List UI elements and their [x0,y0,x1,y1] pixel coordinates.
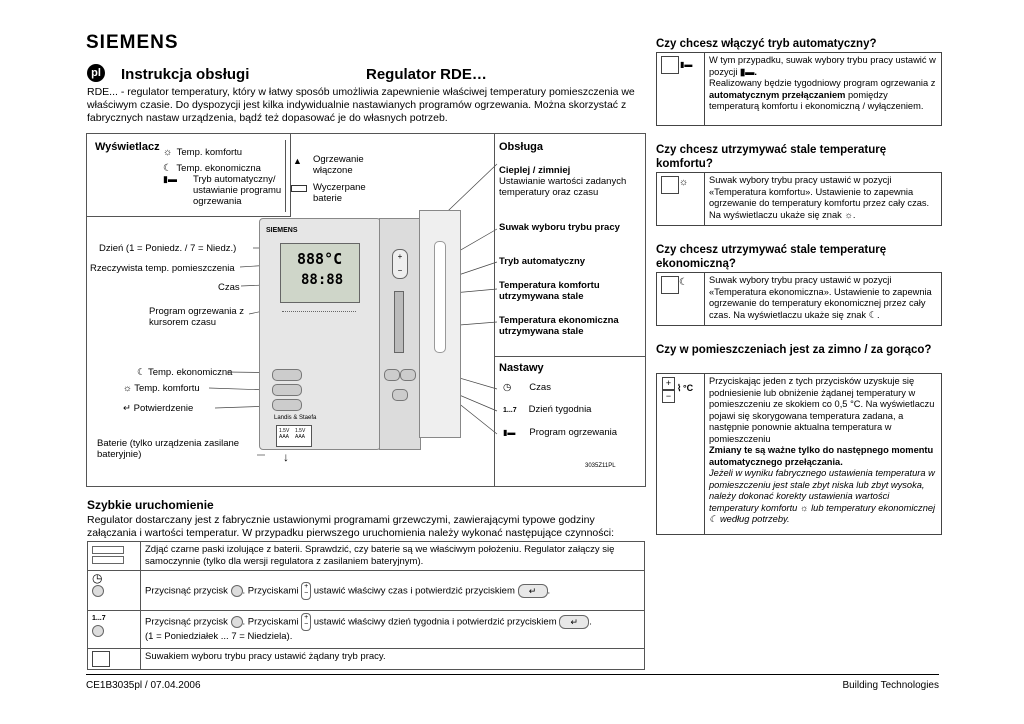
device-logo-text: Landis & Staefa [274,415,317,421]
plus-minus-icon: + − ⌇ °C [657,374,705,534]
device-brand: SIEMENS [266,227,298,234]
sun-icon: ☼. [844,209,856,220]
step-row [88,611,645,649]
enter-icon: ↵ [518,584,548,598]
answer-too-cold-hot: Przyciskając jeden z tych przycisków uzyskuje się podniesienie lub obniżenie żądanej temperatury w pomieszczeniu ze skokiem co 0,5 °C. Na wyświetlaczu pojawi się skorygowana temperatura zadana, a następnie ponownie aktualna temperatura w pomieszczeniu Zmiany te są ważne tylko do następnego momentu automatycznego przełączania. Jeżeli w wyniku fabrycznego ustawienia temperatura w pomieszczeniu jest stale zbyt niska lub zbyt wysoka, należy dokonać korekty ustawienia wartości temperatury komfortu ☼ lub temperatury ekonomicznej ☾ według potrzeby. [709,376,936,524]
plus-minus-button[interactable]: + − [392,249,408,279]
label-day: Dzień (1 = Poniedz. / 7 = Niedz.) [99,243,237,254]
answer-comfort-box [656,172,942,226]
clock-icon: ◷ [503,382,512,393]
label-battery: Baterie (tylko urządzenia zasilane bateryjnie) [97,438,240,460]
display-title: Wyświetlacz [95,141,160,153]
auto-mode-icon: ▮▬ [503,428,516,437]
day-button-icon: 1...7 [88,611,141,649]
button-icon [231,616,243,628]
label-program: Program ogrzewania z kursorem czasu [149,306,245,328]
enter-icon: ↵ [123,403,134,414]
comfort-button[interactable] [272,384,302,396]
op-comfort: Temperatura komfortu utrzymywana stale [499,280,600,302]
settings-title: Nastawy [499,362,544,374]
question-auto: Czy chcesz włączyć tryb automatyczny? [656,38,877,50]
moon-icon: ☾. [868,309,880,320]
sun-icon: ☼ [163,147,173,158]
page-title: Instrukcja obsługi [121,66,250,83]
answer-auto-box [656,52,942,126]
auto-mode-icon: ▮▬ [657,53,705,125]
doc-code: CE1B3035pl / 07.04.2006 [86,680,201,691]
lcd-time: 88:88 [301,272,344,288]
settings-panel [494,356,646,486]
intro-paragraph: RDE... - regulator temperatury, który w łatwy sposób umożliwia zapewnienie właściwej temperatury pomieszczenia we właściwym czasie. Do dyspozycji jest kilka indywidualnie nastawianych programów ogrzewania. Można skorzystać z fabrycznych nastaw urządzenia, bądź też dopasować je do własnych potrzeb. [87,86,635,124]
operation-title: Obsługa [499,141,544,153]
answer-comfort: Suwak wybory trybu pracy ustawić w pozycji «Temperatura komfortu». Ustawienie to zapewnia ogrzewanie do temperatury komfortu przez cały czas. Na wyświetlaczu ukaże się znak ☼. [709,175,930,220]
step-2-text: Przycisnąć przycisk . Przyciskami + − ustawić właściwy czas i potwierdzić przyciskiem ↵ . [141,571,645,611]
step-4-text: Suwakiem wyboru trybu pracy ustawić żądany tryb pracy. [141,649,645,670]
sun-icon: ☼ [799,502,809,513]
step-3-text: Przycisnąć przycisk . Przyciskami + − ustawić właściwy dzień tygodnia i potwierdzić przyciskiem ↵ . (1 = Poniedziałek ... 7 = Niedziela). [141,611,645,649]
op-warm-cold: Cieplej / zimniej [499,165,571,176]
op-warm-cold-desc: Ustawianie wartości zadanych temperatury oraz czasu [499,176,627,198]
set-program: ▮▬ Program ogrzewania [503,427,618,438]
label-time: Czas [218,282,240,293]
program-button[interactable] [392,389,408,401]
device-figure: Wyświetlacz ☼ Temp. komfortu ☾ Temp. ekonomiczna ▮▬ Tryb automatyczny/ ustawianie programu ogrzewania ▲ Ogrzewanie włączone Wyczerpane baterie Dzień (1 = Poniedz. / 7 = Niedz.) Rzeczywista temp. pomieszczenia Czas Program ogrzewania z kursorem czasu ☾ Temp. ekonomiczna ☼ Temp. komfortu ↵ Potwierdzenie Baterie (tylko urządzenia zasilane bateryjnie) SIEMENS 888°C 88:88 Landis & Staefa 1.5V AAA 1.5V AAA ↓ + − Obsługa Cieplej / zimniej Ustawianie wartości zadanych temperatury oraz czasu Suwak wyboru trybu pracy Tryb automatyczny Temperatura komfortu utrzymywana stale Temperatura ekonomiczna utrzymywana stale Nastawy ◷ Czas 1...7 Dzień tygodnia ▮▬ Program ogrzewania 3035Z11PL [86,133,646,487]
plus-minus-icon: + − [301,582,311,600]
auto-mode-icon: ▮▬ [163,174,177,184]
moon-icon: ☾ [709,514,718,524]
thermometer-icon: ⌇ [677,383,682,393]
language-badge: pl [87,64,105,82]
step-1-text: Zdjąć czarne paski izolujące z baterii. Sprawdzić, czy baterie są we właściwym położeniu. Regulator załączy się samoczynnie (tylko dla wersji regulatora z zasilaniem bateryjnym). [141,542,645,571]
moon-icon: ☾ [163,163,172,174]
answer-eco-box [656,272,942,326]
moon-icon: ☾ [137,367,148,378]
sun-icon: ☼ [123,383,135,394]
step-row [88,649,645,670]
company-name: Building Technologies [842,680,939,691]
question-eco: Czy chcesz utrzymywać stale temperaturę ekonomiczną? [656,244,887,270]
set-time: ◷ Czas [503,382,551,393]
footer-divider [86,674,939,675]
legend-comfort: ☼ Temp. komfortu [163,147,243,158]
triangle-icon: ▲ [293,156,302,166]
answer-too-cold-hot-box [656,373,942,535]
answer-eco: Suwak wybory trybu pracy ustawić w pozycji «Temperatura ekonomiczna». Ustawienie to zapewnia ogrzewanie do temperatury ekonomicznej przez cały czas. Na wyświetlaczu ukaże się znak ☾. [709,275,932,320]
operation-panel [494,134,646,357]
step-row [88,571,645,611]
mode-slider[interactable] [394,291,404,353]
siemens-logo: SIEMENS [86,32,179,53]
confirm-button[interactable] [272,399,302,411]
op-auto: Tryb automatyczny [499,256,586,267]
lcd-display [280,243,360,303]
battery-2: 1.5V AAA [295,428,306,440]
battery-compartment [276,425,312,447]
answer-auto: W tym przypadku, suwak wybory trybu pracy ustawić w pozycji ▮▬. Realizowany będzie tygodniowy program ogrzewania z automatycznym przełączaniem pomiędzy temperaturą komfortu i ekonomiczną / wyłączeniem. [709,55,936,111]
question-comfort: Czy chcesz utrzymywać stale temperaturę komfortu? [656,144,887,170]
label-comfort: ☼ Temp. komfortu [123,383,200,394]
day-button[interactable] [400,369,416,381]
step-row [88,542,645,571]
question-too-cold-hot: Czy w pomieszczeniach jest za zimno / za gorąco? [656,344,932,356]
thermostat-body [259,218,381,450]
button-icon [231,585,243,597]
clock-button-icon: ◷ [88,571,141,611]
battery-1: 1.5V AAA [279,428,290,440]
lcd-temperature: 888°C [297,250,343,268]
label-room-temp: Rzeczywista temp. pomieszczenia [90,263,235,274]
slider-icon [88,649,141,670]
legend-eco: ☾ Temp. ekonomiczna [163,163,261,174]
enter-icon: ↵ [559,615,589,629]
model-title: Regulator RDE… [366,66,487,83]
moon-icon: ☾ [657,273,705,325]
device-cover [419,210,461,438]
op-eco: Temperatura ekonomiczna utrzymywana stale [499,315,619,337]
set-day: 1...7 Dzień tygodnia [503,404,592,415]
label-eco: ☾ Temp. ekonomiczna [137,367,233,378]
device-control-column [379,218,421,450]
eco-button[interactable] [272,369,302,381]
down-arrow-icon: ↓ [283,450,289,464]
figure-ref: 3035Z11PL [585,463,616,469]
plus-minus-icon: + − [301,613,311,631]
battery-strip-icon [88,542,141,571]
auto-mode-icon: ▮▬. [740,66,758,77]
quickstart-title: Szybkie uruchomienie [87,498,214,512]
label-confirm: ↵ Potwierdzenie [123,403,194,414]
sun-icon: ☼ [657,173,705,225]
time-button[interactable] [384,369,400,381]
quickstart-intro: Regulator dostarczany jest z fabrycznie ustawionymi programami grzewczymi, zawierającymi typowe godziny załączania i wartości temperatur. W przypadku pierwszego uruchomienia należy wykonać następujące czynności: [87,514,615,539]
op-mode-slider: Suwak wyboru trybu pracy [499,222,620,233]
quickstart-steps [87,541,645,670]
